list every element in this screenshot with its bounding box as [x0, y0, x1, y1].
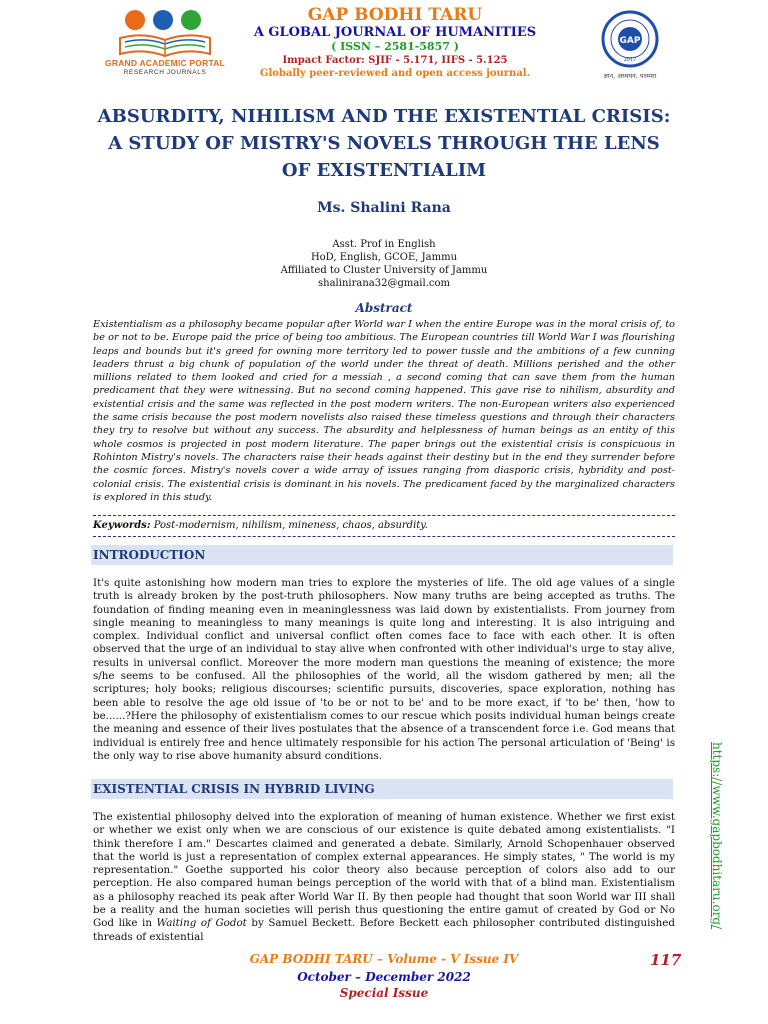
paper-title	[80, 103, 688, 184]
author-affiliation	[0, 238, 768, 290]
keywords-label: Keywords:	[93, 520, 151, 531]
keywords	[93, 519, 675, 532]
introduction-text: It's quite astonishing how modern man tries to explore the mysteries of life. The old age values of a single truth is already broken by the post-truth philosophers. Now many truths are being accepted as truths. The foundation of finding meaning even in meaninglessness was laid down by existentialists. From journey from single meaning to meaningless to many meanings is quite long and interesting. It is also intriguing and complex. Individual conflict and universal conflict often comes face to face with each other. It is often observed that the urge of an individual to stay alive when confronted with other individual's urge to stay alive, results in universal conflict. Moreover the more modern man questions the meaning of existence; the more s/he seems to be confused. All the philosophies of the world, all the wisdom gathered by men; all the scriptures; holy books; religious discourses; scientific pursuits, discoveries, space exploration, nothing has been able to resolve the age old issue of 'to be or not to be' and to be more exact, if 'to be' then, 'how to be......?Here the philosophy of existentialism comes to our rescue which posits individual human beings create the meaning and essence of their lives postulates that the absence of a transcendent force i.e. God means that individual is entirely free and hence ultimately responsible for his action The personal articulation of 'Being' is the only way to rise above humanity absurd conditions.	[93, 577, 675, 762]
title-line: OF EXISTENTIALIM	[281, 160, 487, 181]
author-name: Ms. Shalini Rana	[317, 200, 451, 216]
journal-subtitle: A GLOBAL JOURNAL OF HUMANITIES	[253, 25, 537, 40]
seal-year: 2017	[623, 57, 637, 63]
impact-factor: Impact Factor: SJIF - 5.171, IIFS - 5.125	[282, 55, 508, 66]
divider	[93, 515, 675, 516]
logo-circles-icon	[125, 10, 205, 32]
footer-date: October – December 2022	[297, 970, 471, 984]
footer-special-issue: Special Issue	[339, 986, 429, 1000]
affiliation-line: Affiliated to Cluster University of Jammu	[280, 265, 488, 276]
affiliation-line: HoD, English, GCOE, Jammu	[310, 252, 458, 263]
section-heading-existential-crisis: EXISTENTIAL CRISIS IN HYBRID LIVING	[91, 779, 673, 799]
author-email[interactable]: shalinirana32@gmail.com	[318, 278, 450, 289]
title-line: A STUDY OF MISTRY'S NOVELS THROUGH THE LENS	[108, 133, 660, 154]
divider	[93, 536, 675, 537]
page-number: 117	[650, 951, 682, 969]
title-line: ABSURDITY, NIHILISM AND THE EXISTENTIAL CRISIS:	[97, 106, 671, 127]
seal-label: GAP	[619, 36, 641, 46]
journal-url-link[interactable]	[708, 742, 724, 932]
journal-masthead	[230, 5, 560, 80]
seal-caption: ज्ञान, अध्ययन, परम्परा	[603, 72, 657, 80]
logo-sub-text: RESEARCH JOURNALS	[123, 69, 207, 76]
journal-title: GAP BODHI TARU	[307, 5, 483, 25]
grand-academic-portal-logo	[95, 8, 235, 78]
paragraph-text: The existential philosophy delved into the exploration of meaning of human existence. Whether we first exist or whether we exist only when we are conscious of our existence is quite debated among existentialists. "I think therefore I am." Descartes claimed and generated a debate. Similarly, Arnold Schopenhauer observed that the world is just a representation of complex external appearances. He simply states, " The world is my representation." Goethe supported his color theory also because perception of colors also add to our perception. He also compared human beings perception of the world with that of a blind man. Existentialism as a philosophy reached its peak after World War II. By then people had thought that soon World war III shall be a reality and the human societies will perish thus questioning the entire gamut of created by God or No God like in	[93, 811, 675, 930]
peer-review-note: Globally peer-reviewed and open access journal.	[259, 68, 531, 79]
existential-crisis-text	[93, 811, 675, 944]
book-title: Waiting of Godot	[156, 917, 247, 930]
journal-issn: ( ISSN – 2581-5857 )	[331, 40, 459, 53]
section-heading-introduction: INTRODUCTION	[91, 545, 673, 565]
paragraph-text: by Samuel Beckett. Before Beckett each philosopher contributed distinguished threads of existential	[93, 917, 675, 943]
open-book-icon	[115, 32, 215, 58]
keywords-list: Post-modernism, nihilism, mineness, chaos, absurdity.	[150, 520, 428, 531]
footer-volume: GAP BODHI TARU – Volume - V Issue IV	[249, 952, 519, 966]
journal-seal-icon	[601, 10, 659, 68]
journal-url-text[interactable]: https://www.gapbodhitaru.org/	[710, 742, 724, 930]
logo-main-text: GRAND ACADEMIC PORTAL	[105, 58, 225, 68]
affiliation-line: Asst. Prof in English	[332, 239, 436, 250]
abstract-heading: Abstract	[355, 301, 413, 315]
abstract-text: Existentialism as a philosophy became popular after World war I when the entire Europe was in the moral crisis of, to be or not to be. Europe paid the price of being too ambitious. The European countries till World War I was flourishing leaps and bounds but it's greed for owning more territory led to power tussle and the ambitions of a few cunning leaders thrust a big chunk of population of the world under the threat of death. Millions perished and the other millions related to them looked and cried for a messiah , a second coming that can save them from the human predicament that they were witnessing. But no second coming happened. This gave rise to nihilism, absurdity and existential crisis and the same was reflected in the post modern writers. The non-European writers also experienced the same crisis because the post modern novelists also raised these timeless questions and through their characters they try to resolve but without any success. The absurdity and helplessness of human beings as an entity of this whole cosmos is projected in post modern literature. The paper brings out the existential crisis is conspicuous in Rohinton Mistry's novels. The characters raise their heads against their destiny but in the end they surrender before the cosmic forces. Mistry's novels cover a wide array of issues ranging from diasporic crisis, hybridity and post-colonial crisis. The existential crisis is dominant in his novels. The predicament faced by the marginalized characters is explored in this study.	[93, 319, 675, 503]
